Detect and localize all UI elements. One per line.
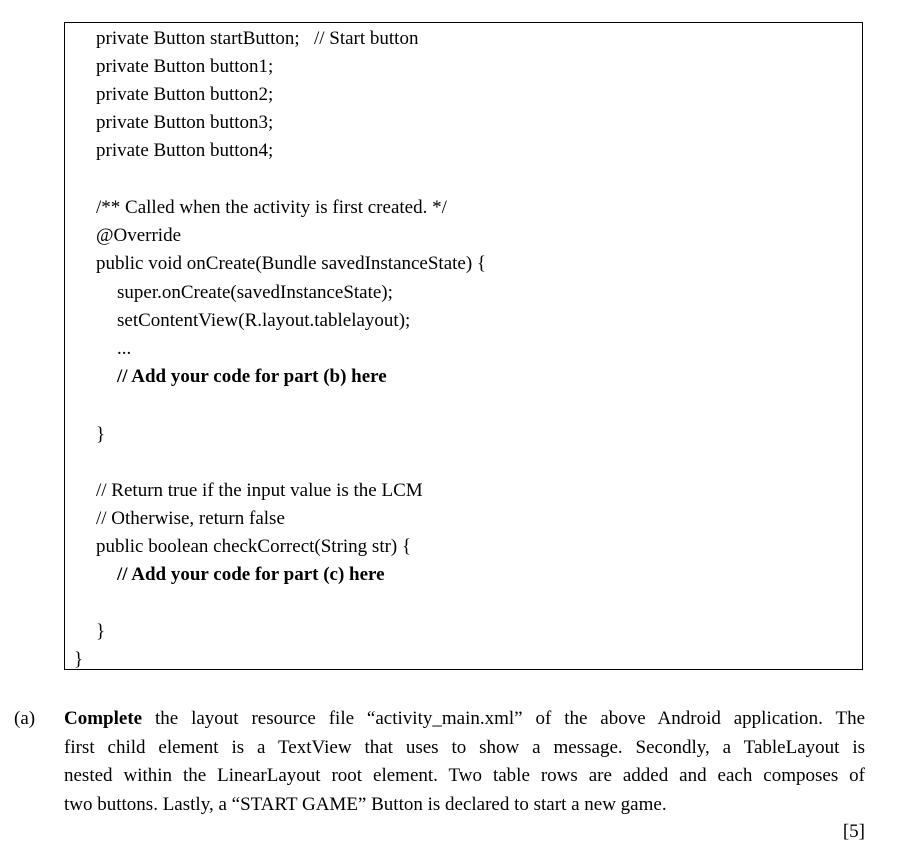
question-bold-lead: Complete — [64, 708, 143, 729]
code-line-check-correct-signature: public boolean checkCorrect(String str) { — [96, 536, 412, 557]
question-line-4: two buttons. Lastly, a “START GAME” Button is declared to start a new game. — [64, 793, 667, 815]
question-marks: [5] — [842, 821, 865, 842]
code-line-start-button: private Button startButton; // Start button — [96, 28, 419, 49]
question-label: (a) — [14, 708, 36, 729]
code-line-button3: private Button button3; — [96, 112, 274, 133]
code-line-part-b-placeholder: // Add your code for part (b) here — [117, 366, 387, 387]
code-line-javadoc: /** Called when the activity is first created. */ — [96, 197, 447, 218]
code-line-oncreate-close: } — [96, 424, 106, 445]
code-line-lcm-comment: // Return true if the input value is the LCM — [96, 480, 423, 501]
code-line-set-content-view: setContentView(R.layout.tablelayout); — [117, 310, 411, 331]
question-line-1 — [64, 705, 865, 734]
question-text — [64, 705, 865, 819]
code-line-oncreate-signature: public void onCreate(Bundle savedInstanceState) { — [96, 253, 487, 274]
code-line-button2: private Button button2; — [96, 84, 274, 105]
question-line-1-rest: the layout resource file “activity_main.xml” of the above Android application. The — [142, 708, 865, 729]
code-line-super-oncreate: super.onCreate(savedInstanceState); — [117, 282, 393, 303]
code-line-otherwise-comment: // Otherwise, return false — [96, 508, 285, 529]
question-line-2: first child element is a TextView that uses to show a message. Secondly, a TableLayout is — [64, 736, 865, 758]
code-line-button4: private Button button4; — [96, 140, 274, 161]
code-line-part-c-placeholder: // Add your code for part (c) here — [117, 564, 385, 585]
code-line-class-close: } — [74, 649, 84, 670]
code-line-button1: private Button button1; — [96, 56, 274, 77]
question-line-3: nested within the LinearLayout root element. Two table rows are added and each composes of — [64, 765, 865, 786]
code-line-ellipsis: ... — [117, 338, 132, 359]
code-line-check-correct-close: } — [96, 621, 106, 642]
code-line-override: @Override — [96, 225, 182, 246]
